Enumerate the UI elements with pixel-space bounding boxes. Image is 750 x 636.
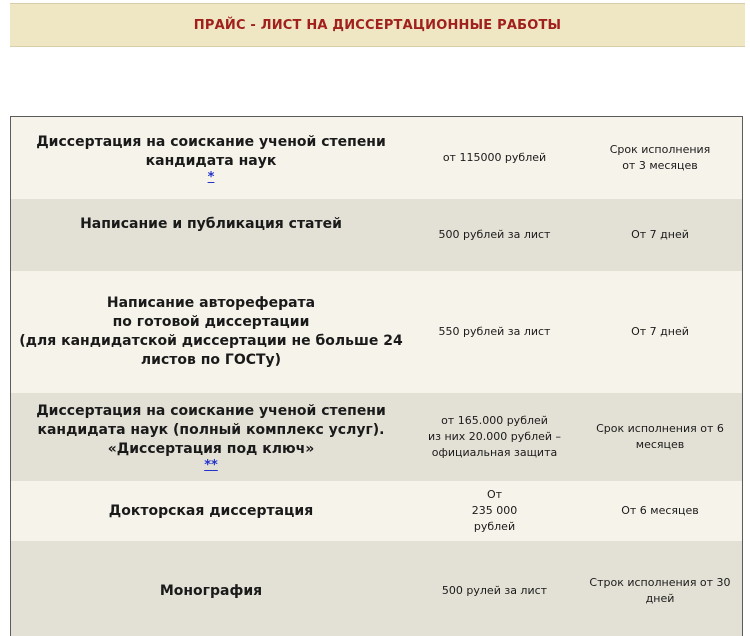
table-row (11, 481, 742, 541)
service-cell (11, 271, 411, 393)
term-line: Срок исполнения (609, 143, 711, 156)
term-line: Строк исполнения от 30 (589, 576, 731, 589)
service-cell (11, 117, 411, 199)
service-line: Монография (159, 582, 263, 599)
price-line: 550 рублей за лист (438, 325, 551, 338)
price-line: от 165.000 рублей (441, 414, 548, 427)
term-line: Срок исполнения от 6 (596, 422, 724, 435)
table-row (11, 271, 742, 393)
service-line: по готовой диссертации (112, 314, 310, 330)
service-line: «Диссертация под ключ» (107, 441, 315, 457)
page-title: ПРАЙС - ЛИСТ НА ДИССЕРТАЦИОННЫЕ РАБОТЫ (193, 17, 562, 33)
service-line: кандидата наук (145, 152, 277, 169)
price-line: официальная защита (431, 446, 558, 459)
service-cell (11, 481, 411, 541)
service-line: Диссертация на соискание ученой степени (36, 403, 386, 419)
price-line: 235 000 (471, 504, 518, 517)
service-cell (11, 541, 411, 636)
price-cell (411, 481, 578, 541)
price-cell (411, 199, 578, 271)
table-row (11, 541, 742, 636)
term-line: От 7 дней (631, 228, 689, 241)
term-cell (578, 481, 742, 541)
service-cell (11, 393, 411, 481)
term-cell (578, 393, 742, 481)
price-line: рублей (473, 520, 516, 533)
price-cell (411, 117, 578, 199)
term-cell (578, 541, 742, 636)
footnote-link[interactable]: * (207, 169, 215, 185)
service-line: Диссертация на соискание ученой степени (36, 133, 386, 150)
service-cell (11, 199, 411, 271)
service-line: листов по ГОСТу) (140, 352, 282, 368)
price-line: От (486, 488, 503, 501)
service-line: кандидата наук (полный комплекс услуг). (37, 422, 385, 438)
price-cell (411, 271, 578, 393)
term-line: месяцев (635, 438, 685, 451)
term-line: от 3 месяцев (622, 159, 698, 172)
price-list-header (10, 3, 745, 47)
term-line: От 7 дней (631, 325, 689, 338)
price-table (10, 116, 743, 636)
price-cell (411, 393, 578, 481)
term-line: От 6 месяцев (621, 504, 699, 517)
term-cell (578, 199, 742, 271)
price-line: из них 20.000 рублей – (427, 430, 562, 443)
price-line: от 115000 рублей (442, 151, 547, 164)
table-row (11, 117, 742, 199)
table-row (11, 199, 742, 271)
price-line: 500 рулей за лист (441, 584, 548, 597)
table-row (11, 393, 742, 481)
price-cell (411, 541, 578, 636)
service-line: Написание автореферата (106, 295, 316, 311)
term-cell (578, 271, 742, 393)
service-line: Докторская диссертация (108, 502, 314, 519)
service-line: Написание и публикация статей (80, 216, 342, 232)
service-line: (для кандидатской диссертации не больше 24 (19, 333, 403, 349)
term-line: дней (645, 592, 675, 605)
footnote-link[interactable]: ** (204, 458, 218, 473)
term-cell (578, 117, 742, 199)
price-line: 500 рублей за лист (438, 228, 551, 241)
